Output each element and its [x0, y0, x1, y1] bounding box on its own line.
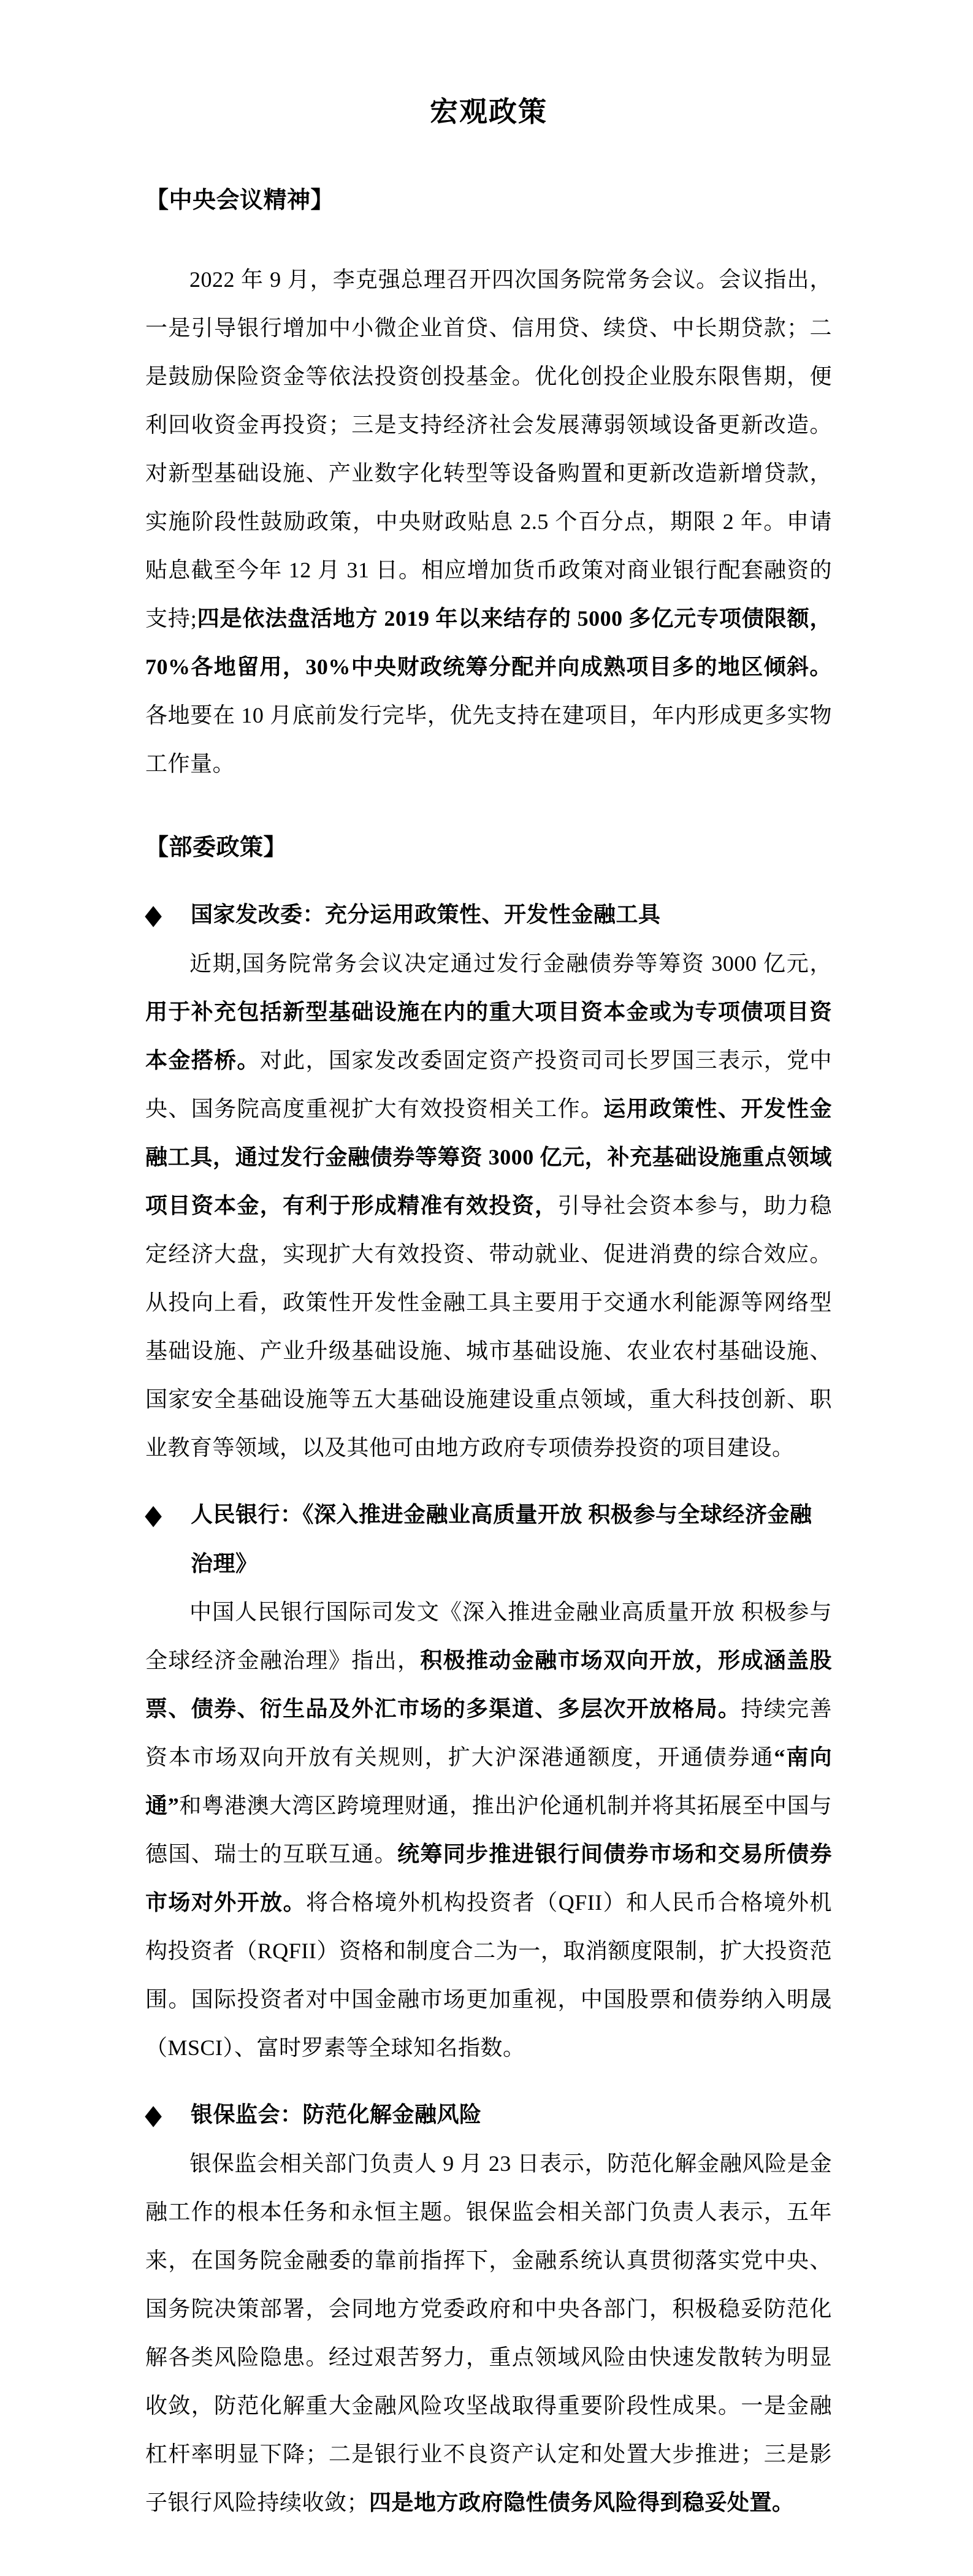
text-run: 各地要在 10 月底前发行完毕，优先支持在建项目，年内形成更多实物工作量。 — [145, 703, 832, 776]
diamond-bullet-icon: ◆ — [145, 901, 162, 930]
bold-text-run: 统筹同步推进银行间债券市场和交易所债券市场对外开放。 — [145, 1842, 832, 1915]
text-run: 银保监会相关部门负责人 9 月 23 日表示，防范化解金融风险是金融工作的根本任务和永恒主题。银保监会相关部门负责人表示，五年来，在国务院金融委的靠前指挥下，金融系统认真贯彻落实党中央、国务院决策部署，会同地方党委政府和中央各部门，积极稳妥防范化解各类风险隐患。经过艰苦努力，重点领域风险由快速发散转为明显收敛，防范化解重大金融风险攻坚战取得重要阶段性成果。一是金融杠杆率明显下降；二是银行业不良资产认定和处置大步推进；三是影子银行风险持续收敛； — [145, 2151, 832, 2515]
text-run: 持续完善资本市场双向开放有关规则，扩大沪深港通额度，开通债券通 — [145, 1696, 832, 1769]
diamond-bullet-icon: ◆ — [145, 1501, 162, 1530]
paragraph — [145, 940, 832, 1472]
bullet-heading-text: 银保监会：防范化解金融风险 — [191, 2102, 482, 2127]
section-header: 【部委政策】 — [145, 835, 288, 861]
bold-text-run: 运用政策性、开发性金融工具，通过发行金融债券等筹资 3000 亿元，补充基础设施重点领域项目资本金，有利于形成精准有效投资， — [145, 1096, 832, 1218]
paragraph — [145, 1588, 832, 2072]
document-title: 宏观政策 — [430, 96, 548, 127]
bullet-heading-text: 人民银行：《深入推进金融业高质量开放 积极参与全球经济金融治理》 — [191, 1502, 812, 1576]
bold-text-run: “南向通” — [145, 1745, 832, 1818]
diamond-bullet-icon: ◆ — [145, 2101, 162, 2130]
text-run: 引导社会资本参与，助力稳定经济大盘，实现扩大有效投资、带动就业、促进消费的综合效应。从投向上看，政策性开发性金融工具主要用于交通水利能源等网络型基础设施、产业升级基础设施、城市基础设施、农业农村基础设施、国家安全基础设施等五大基础设施建设重点领域，重大科技创新、职业教育等领域，以及其他可由地方政府专项债券投资的项目建设。 — [145, 1193, 832, 1460]
paragraph — [145, 2140, 832, 2527]
text-run: 2022 年 9 月，李克强总理召开四次国务院常务会议。会议指出，一是引导银行增加中小微企业首贷、信用贷、续贷、中长期贷款；二是鼓励保险资金等依法投资创投基金。优化创投企业股东限售期，便利回收资金再投资；三是支持经济社会发展薄弱领域设备更新改造。对新型基础设施、产业数字化转型等设备购置和更新改造新增贷款，实施阶段性鼓励政策，中央财政贴息 2.5 个百分点，期限 2 年。申请贴息截至今年 12 月 31 日。相应增加货币政策对商业银行配套融资的支持; — [145, 267, 832, 631]
bullet-heading — [145, 891, 832, 940]
bold-text-run: 四是地方政府隐性债务风险得到稳妥处置。 — [369, 2490, 795, 2515]
bold-text-run: 积极推动金融市场双向开放，形成涵盖股票、债券、衍生品及外汇市场的多渠道、多层次开放格局。 — [145, 1648, 832, 1721]
bold-text-run: 用于补充包括新型基础设施在内的重大项目资本金或为专项债项目资本金搭桥。 — [145, 1000, 832, 1073]
bold-text-run: 四是依法盘活地方 2019 年以来结存的 5000 多亿元专项债限额，70%各地留用，30%中央财政统筹分配并向成熟项目多的地区倾斜。 — [145, 606, 832, 679]
text-run: 近期,国务院常务会议决定通过发行金融债券等筹资 3000 亿元， — [189, 951, 832, 976]
document-body — [145, 177, 832, 2527]
section-header: 【中央会议精神】 — [145, 188, 335, 213]
text-run: 将合格境外机构投资者（QFII）和人民币合格境外机构投资者（RQFII）资格和制度合二为一，取消额度限制，扩大投资范围。国际投资者对中国金融市场更加重视，中国股票和债券纳入明晟（MSCI）、富时罗素等全球知名指数。 — [145, 1890, 832, 2060]
text-run: 中国人民银行国际司发文《深入推进金融业高质量开放 积极参与全球经济金融治理》指出， — [145, 1600, 832, 1673]
paragraph — [145, 256, 832, 788]
bullet-heading-text: 国家发改委：充分运用政策性、开发性金融工具 — [191, 902, 661, 927]
text-run: 对此，国家发改委固定资产投资司司长罗国三表示，党中央、国务院高度重视扩大有效投资相关工作。 — [145, 1048, 832, 1121]
bullet-heading — [145, 2091, 832, 2140]
text-run: 和粤港澳大湾区跨境理财通，推出沪伦通机制并将其拓展至中国与德国、瑞士的互联互通。 — [145, 1793, 832, 1866]
bullet-heading — [145, 1491, 832, 1588]
